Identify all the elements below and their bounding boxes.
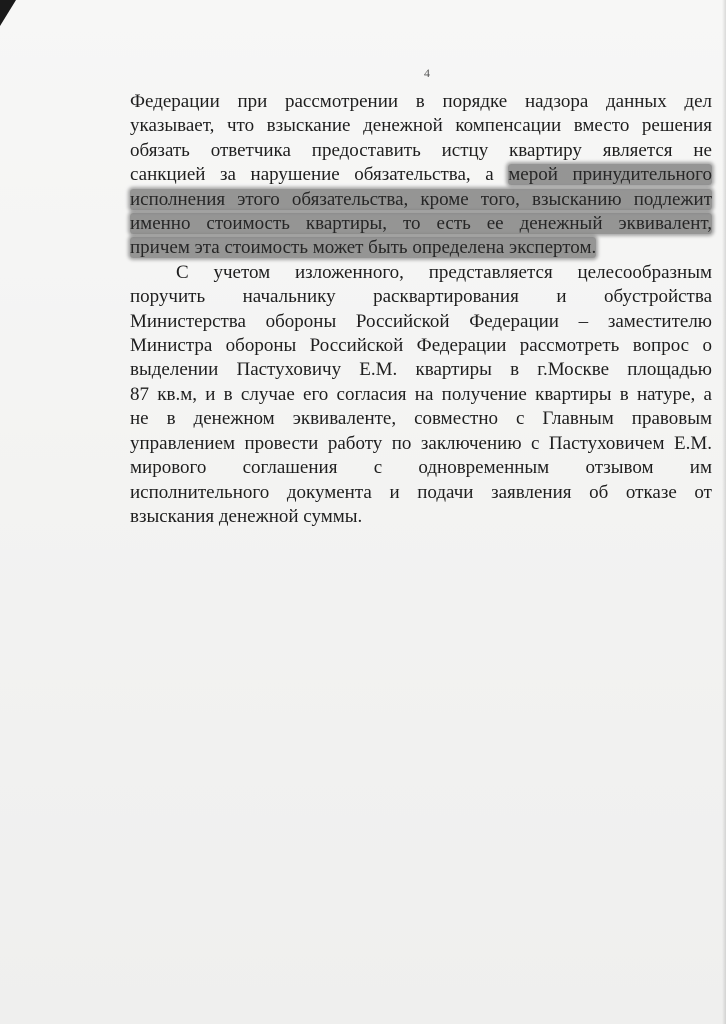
highlighted-text: именно стоимость квартиры, то есть ее денежный эквивалент, — [130, 213, 712, 235]
page-edge-shadow — [722, 0, 726, 1024]
text-line: выделении Пастуховичу Е.М. квартиры в г.Москве площадью — [130, 359, 712, 381]
text-line: управлением провести работу по заключению с Пастуховичем Е.М. — [130, 432, 712, 454]
text-line: исполнительного документа и подачи заявления об отказе от — [130, 481, 712, 503]
text-line: указывает, что взыскание денежной компенсации вместо решения — [130, 115, 712, 137]
text-line: Министерства обороны Российской Федерации – заместителю — [130, 310, 712, 332]
paragraph-2 — [130, 261, 712, 529]
text-line: Федерации при рассмотрении в порядке надзора данных дел — [130, 91, 712, 112]
text-line: С учетом изложенного, представляется целесообразным — [176, 261, 712, 283]
highlighted-line — [130, 188, 712, 212]
text-line: взыскания денежной суммы. — [130, 505, 363, 527]
text-line: обязать ответчика предоставить истцу квартиру является не — [130, 139, 712, 161]
highlighted-line — [130, 236, 712, 260]
text-line: 87 кв.м, и в случае его согласия на получение квартиры в натуре, а — [130, 383, 712, 405]
highlighted-text: мерой принудительного — [508, 164, 712, 186]
paragraph-1 — [130, 90, 712, 261]
text-segment: санкцией за нарушение обязательства, а — [130, 164, 494, 186]
text-line: мирового соглашения с одновременным отзывом им — [130, 457, 712, 479]
highlighted-text: исполнения этого обязательства, кроме того, взысканию подлежит — [130, 188, 712, 210]
text-line: поручить начальнику расквартирования и обустройства — [130, 286, 712, 308]
text-line: Министра обороны Российской Федерации рассмотреть вопрос о — [130, 335, 712, 357]
document-body — [130, 90, 712, 529]
corner-scan-mark — [0, 0, 16, 26]
page-number: 4 — [424, 66, 430, 80]
text-line: не в денежном эквиваленте, совместно с Главным правовым — [130, 408, 712, 430]
highlighted-text: причем эта стоимость может быть определена экспертом. — [130, 237, 597, 259]
highlighted-line — [130, 212, 712, 236]
text-line-partly-highlighted — [130, 163, 712, 187]
